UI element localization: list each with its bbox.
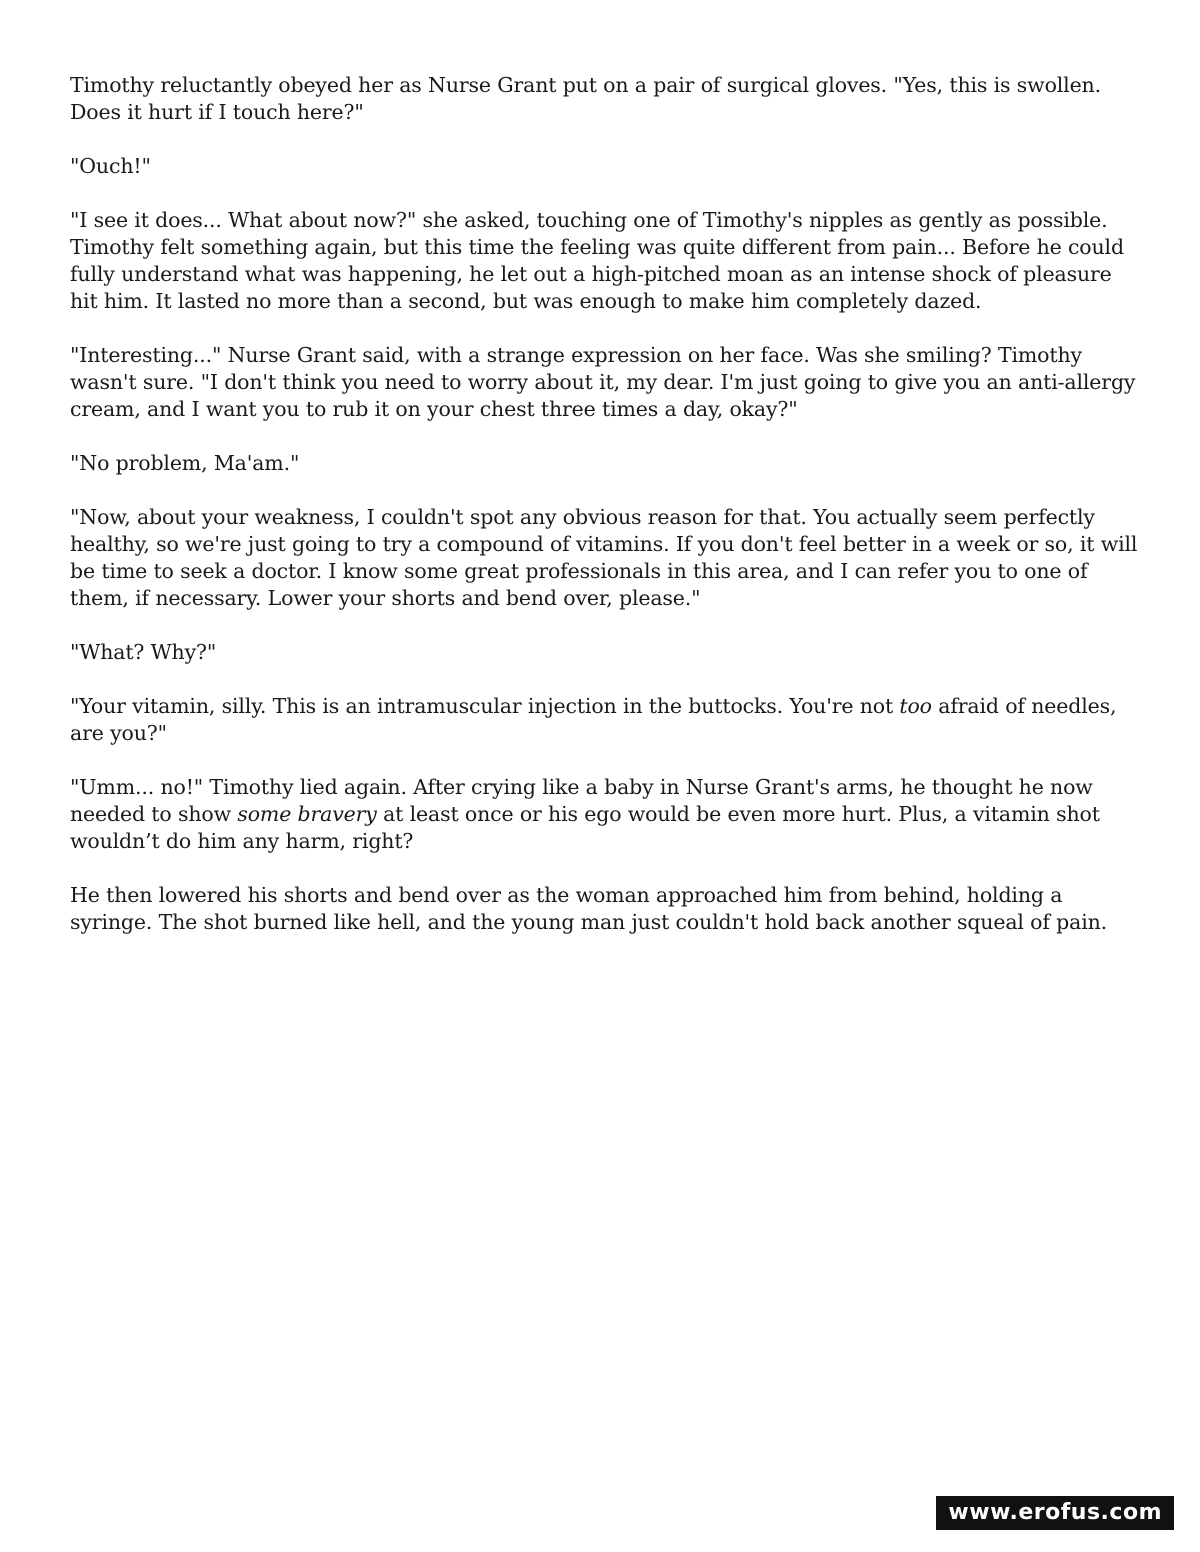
paragraph-3: "I see it does... What about now?" she asked, touching one of Timothy's nipples as gently as possible. Timothy felt something again, but this time the feeling was quite different from pain... Before he could fully understand what was happening, he let out a high-pitched moan as an intense shock of pleasure hit him. It lasted no more than a second, but was enough to make him completely dazed. (70, 208, 1124, 313)
paragraph-9 (70, 774, 1140, 855)
paragraph-6: "Now, about your weakness, I couldn't spot any obvious reason for that. You actually seem perfectly healthy, so we're just going to try a compound of vitamins. If you don't feel better in a week or so, it will be time to seek a doctor. I know some great professionals in this area, and I can refer you to one of them, if necessary. Lower your shorts and bend over, please." (70, 505, 1138, 610)
paragraph-2: "Ouch!" (70, 154, 151, 178)
paragraph-7: "What? Why?" (70, 640, 217, 664)
paragraph-5: "No problem, Ma'am." (70, 451, 300, 475)
paragraph-10: He then lowered his shorts and bend over as the woman approached him from behind, holding a syringe. The shot burned like hell, and the young man just couldn't hold back another squeal of pain. (70, 883, 1108, 934)
paragraph-8 (70, 693, 1140, 747)
paragraph-9-text-before: "Umm... no!" Timothy lied again. After crying like a baby in Nurse Grant's arms, he thought he now needed to show (70, 775, 1093, 826)
site-watermark: www.erofus.com (936, 1496, 1174, 1530)
document-body (70, 72, 1140, 963)
paragraph-1: Timothy reluctantly obeyed her as Nurse Grant put on a pair of surgical gloves. "Yes, this is swollen. Does it hurt if I touch here?" (70, 73, 1101, 124)
paragraph-9-text-after: at least once or his ego would be even more hurt. Plus, a vitamin shot wouldn’t do him any harm, right? (70, 802, 1100, 853)
paragraph-8-text-after: afraid of needles, are you?" (70, 694, 1117, 745)
paragraph-8-text-before: "Your vitamin, silly. This is an intramuscular injection in the buttocks. You're not (70, 694, 900, 718)
paragraph-8-emphasis: too (899, 694, 932, 718)
paragraph-9-emphasis: some bravery (237, 802, 377, 826)
paragraph-4: "Interesting..." Nurse Grant said, with a strange expression on her face. Was she smiling? Timothy wasn't sure. "I don't think you need to worry about it, my dear. I'm just going to give you an anti-allergy cream, and I want you to rub it on your chest three times a day, okay?" (70, 343, 1136, 421)
